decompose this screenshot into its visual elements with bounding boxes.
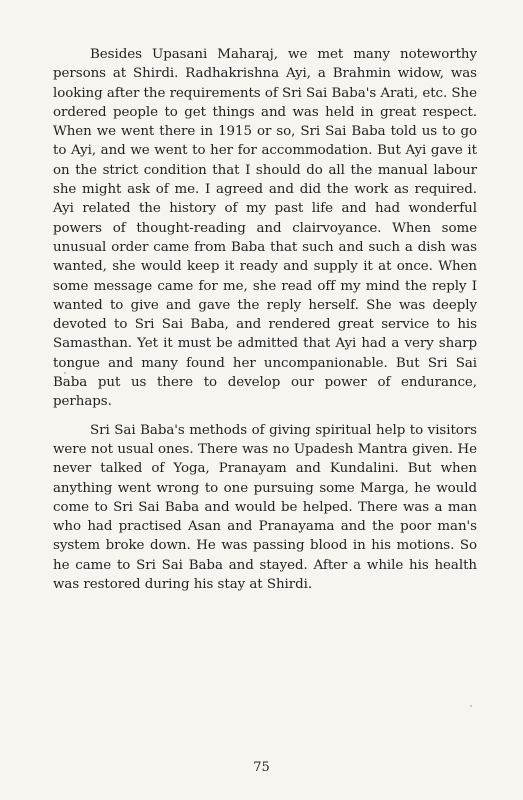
body-text xyxy=(53,45,477,594)
paper-speck xyxy=(64,372,66,374)
paragraph-ayi: Besides Upasani Maharaj, we met many noteworthy persons at Shirdi. Radhakrishna Ayi, a Brahmin widow, was looking after the requirements of Sri Sai Baba's Arati, etc. She ordered people to get things and was held in great respect. When we went there in 1915 or so, Sri Sai Baba told us to go to Ayi, and we went to her for accommodation. But Ayi gave it on the strict condition that I should do all the manual labour she might ask of me. I agreed and did the work as required. Ayi related the history of my past life and had wonderful powers of thought-reading and clairvoyance. When some unusual order came from Baba that such and such a dish was wanted, she would keep it ready and supply it at once. When some message came for me, she read off my mind the reply I wanted to give and gave the reply herself. She was deeply devoted to Sri Sai Baba, and rendered great service to his Samasthan. Yet it must be admitted that Ayi had a very sharp tongue and many found her uncompanionable. But Sri Sai Baba put us there to develop our power of endurance, perhaps. xyxy=(53,47,477,410)
paragraph-spiritual-help: Sri Sai Baba's methods of giving spiritual help to visitors were not usual ones. There was no Upadesh Mantra given. He never talked of Yoga, Pranayam and Kundalini. But when anything went wrong to one pursuing some Marga, he would come to Sri Sai Baba and would be helped. There was a man who had practised Asan and Pranayama and the poor man's system broke down. He was passing blood in his motions. So he came to Sri Sai Baba and stayed. After a while his health was restored during his stay at Shirdi. xyxy=(53,422,477,593)
page-number: 75 xyxy=(253,760,270,775)
paper-speck xyxy=(470,705,472,707)
